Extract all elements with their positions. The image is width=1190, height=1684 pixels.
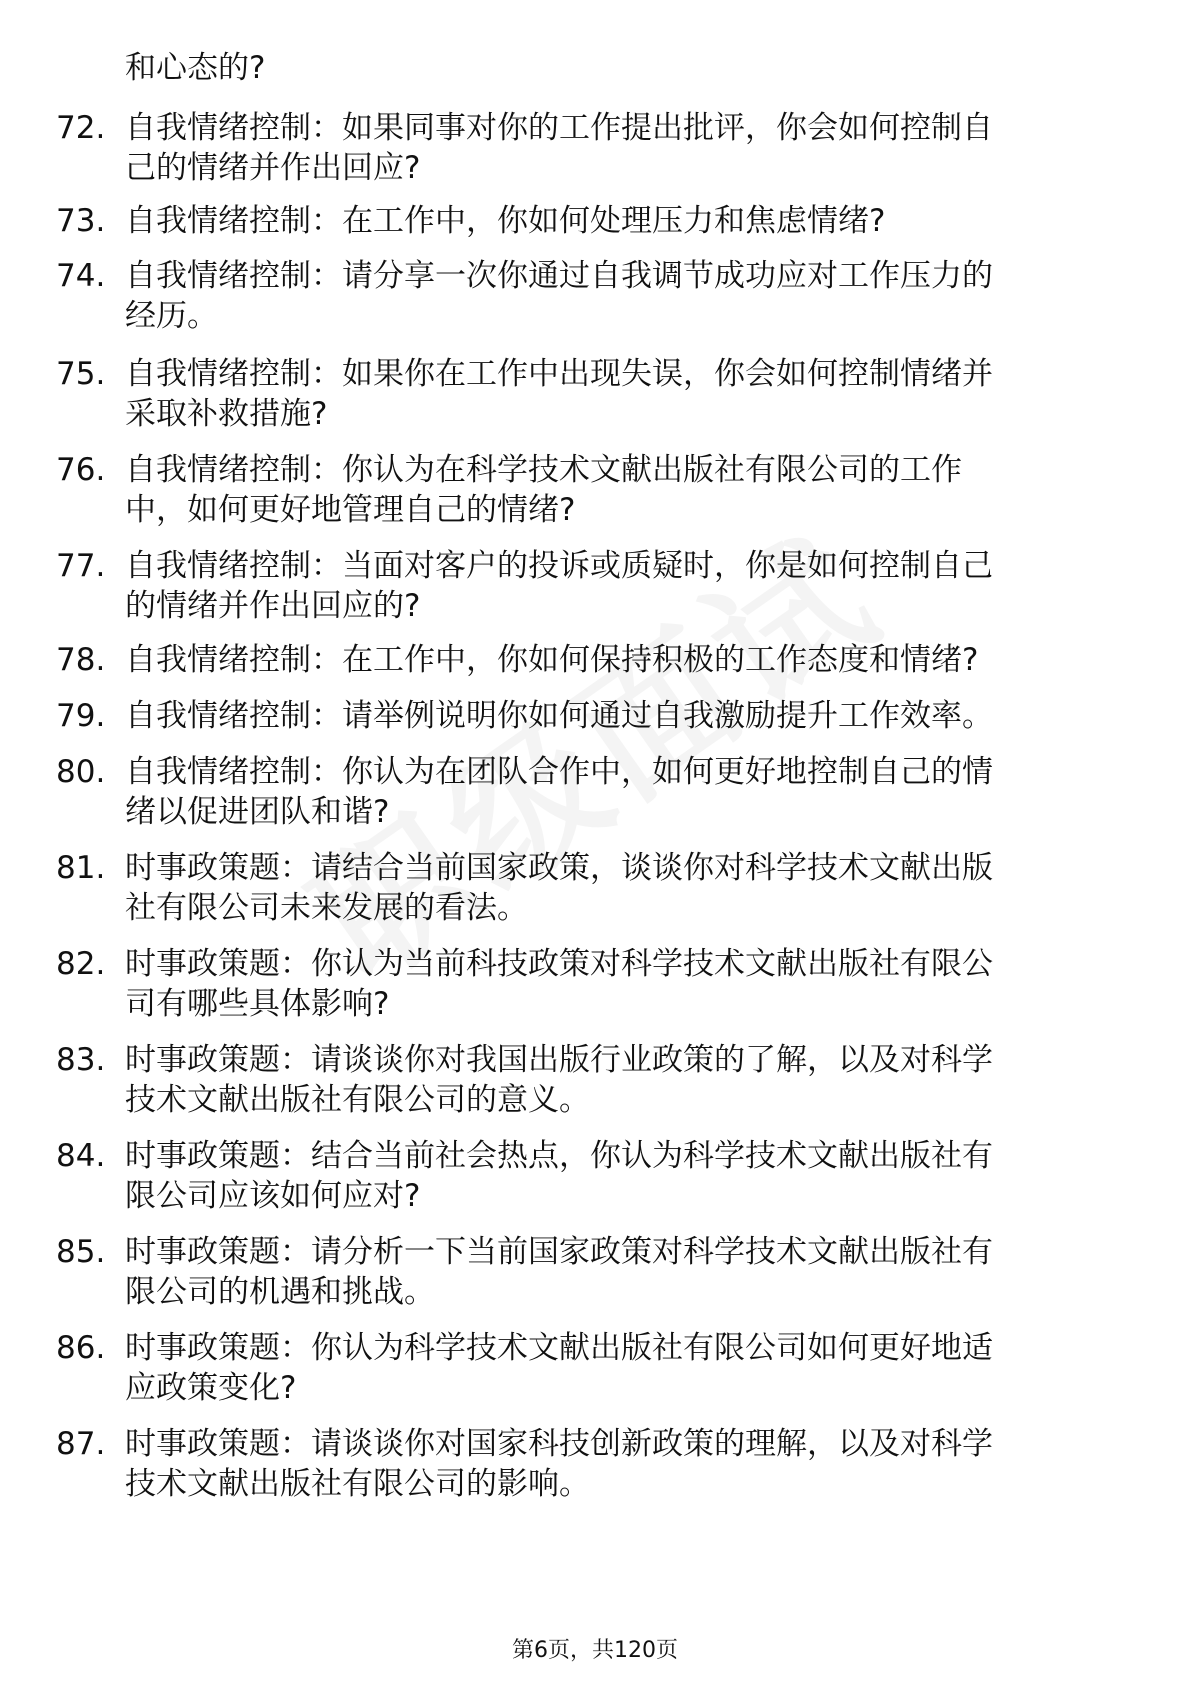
question-line: 时事政策题：请谈谈你对国家科技创新政策的理解，以及对科学: [125, 1426, 993, 1462]
question-text: [125, 848, 1110, 928]
question-text: [125, 640, 1110, 680]
question-line: 时事政策题：你认为当前科技政策对科学技术文献出版社有限公: [125, 946, 993, 982]
question-line: 自我情绪控制：在工作中，你如何处理压力和焦虑情绪?: [125, 203, 886, 239]
question-line: 的情绪并作出回应的?: [125, 588, 421, 624]
question-line: 技术文献出版社有限公司的影响。: [125, 1466, 590, 1502]
question-number: 86.: [56, 1330, 106, 1366]
question-line: 时事政策题：结合当前社会热点，你认为科学技术文献出版社有: [125, 1138, 993, 1174]
question-text: [125, 1136, 1110, 1216]
question-number: 80.: [56, 754, 106, 790]
question-number: 77.: [56, 548, 106, 584]
question-line: 时事政策题：请谈谈你对我国出版行业政策的了解，以及对科学: [125, 1042, 993, 1078]
question-number: 74.: [56, 258, 106, 294]
question-line: 自我情绪控制：你认为在团队合作中，如何更好地控制自己的情: [125, 754, 993, 790]
question-number: 78.: [56, 642, 106, 678]
question-number: 72.: [56, 110, 106, 146]
question-line: 时事政策题：请分析一下当前国家政策对科学技术文献出版社有: [125, 1234, 993, 1270]
question-line: 自我情绪控制：当面对客户的投诉或质疑时，你是如何控制自己: [125, 548, 993, 584]
question-text: [125, 1424, 1110, 1504]
question-line: 自我情绪控制：请分享一次你通过自我调节成功应对工作压力的: [125, 258, 993, 294]
question-line: 司有哪些具体影响?: [125, 986, 390, 1022]
question-line: 绪以促进团队和谐?: [125, 794, 390, 830]
question-line: 时事政策题：你认为科学技术文献出版社有限公司如何更好地适: [125, 1330, 993, 1366]
question-number: 82.: [56, 946, 106, 982]
question-text: [125, 696, 1110, 736]
page-number-footer: 第6页，共120页: [512, 1638, 678, 1663]
question-text: [125, 752, 1110, 832]
question-line: 技术文献出版社有限公司的意义。: [125, 1082, 590, 1118]
question-text: [125, 1328, 1110, 1408]
question-number: 76.: [56, 452, 106, 488]
continuation-text: 和心态的?: [125, 50, 266, 86]
question-line: 采取补救措施?: [125, 396, 328, 432]
question-number: 81.: [56, 850, 106, 886]
question-line: 自我情绪控制：如果你在工作中出现失误，你会如何控制情绪并: [125, 356, 993, 392]
question-line: 社有限公司未来发展的看法。: [125, 890, 528, 926]
question-line: 经历。: [125, 298, 218, 334]
question-line: 应政策变化?: [125, 1370, 297, 1406]
question-line: 自我情绪控制：请举例说明你如何通过自我激励提升工作效率。: [125, 698, 993, 734]
question-number: 85.: [56, 1234, 106, 1270]
question-text: [125, 1232, 1110, 1312]
question-text: [125, 201, 1110, 241]
question-text: [125, 354, 1110, 434]
question-number: 75.: [56, 356, 106, 392]
question-line: 己的情绪并作出回应?: [125, 150, 421, 186]
question-number: 83.: [56, 1042, 106, 1078]
question-text: [125, 546, 1110, 626]
question-number: 87.: [56, 1426, 106, 1462]
question-line: 自我情绪控制：你认为在科学技术文献出版社有限公司的工作: [125, 452, 962, 488]
question-text: [125, 108, 1110, 188]
question-number: 73.: [56, 203, 106, 239]
question-text: [125, 1040, 1110, 1120]
question-line: 中，如何更好地管理自己的情绪?: [125, 492, 576, 528]
question-text: [125, 450, 1110, 530]
question-line: 限公司应该如何应对?: [125, 1178, 421, 1214]
question-text: [125, 256, 1110, 336]
question-text: [125, 944, 1110, 1024]
question-number: 79.: [56, 698, 106, 734]
question-line: 自我情绪控制：如果同事对你的工作提出批评，你会如何控制自: [125, 110, 993, 146]
question-line: 自我情绪控制：在工作中，你如何保持积极的工作态度和情绪?: [125, 642, 979, 678]
question-number: 84.: [56, 1138, 106, 1174]
question-line: 限公司的机遇和挑战。: [125, 1274, 435, 1310]
question-line: 时事政策题：请结合当前国家政策，谈谈你对科学技术文献出版: [125, 850, 993, 886]
